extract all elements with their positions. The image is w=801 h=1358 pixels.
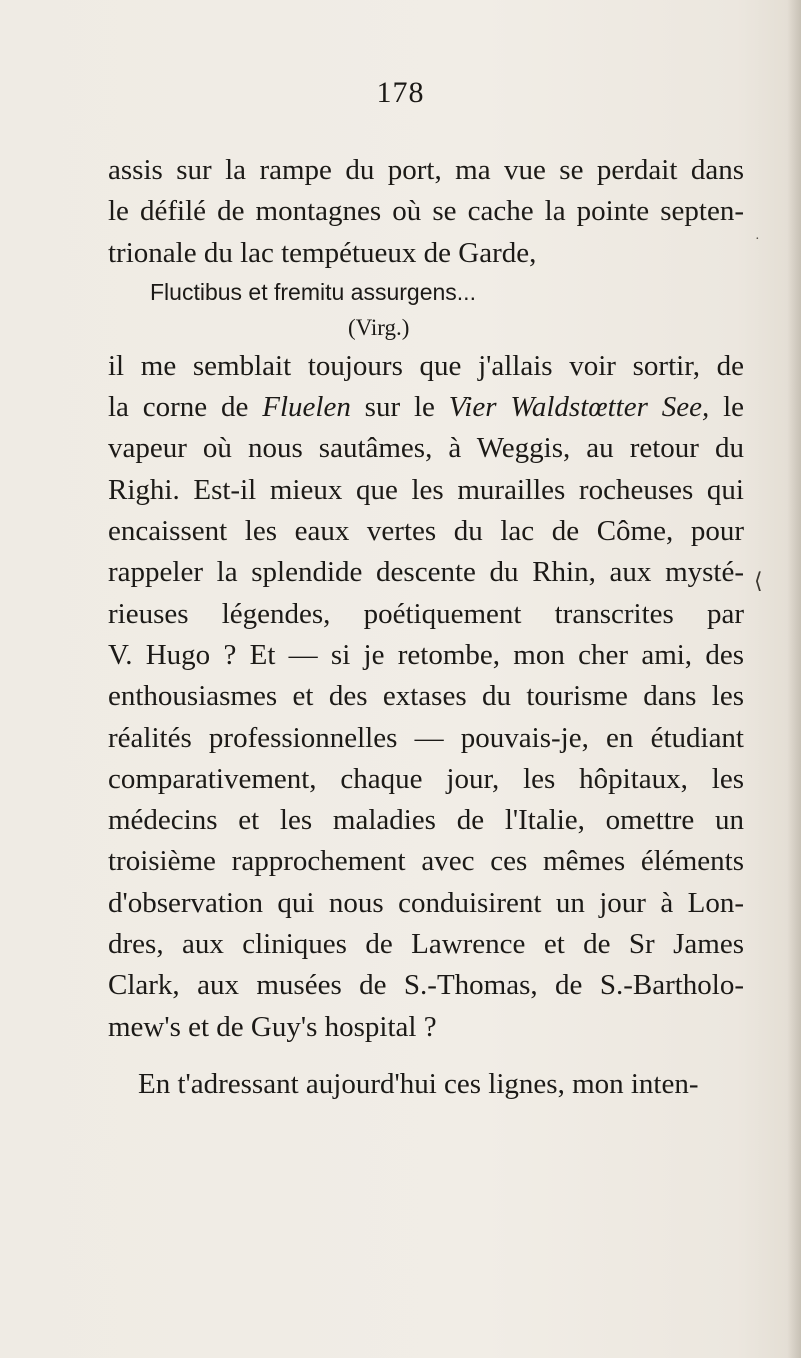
text-line: encaissent les eaux vertes du lac de Côme, pour (108, 515, 744, 548)
page-number: 178 (376, 76, 425, 109)
text-fragment: le (709, 391, 745, 424)
paragraph-gap (108, 1048, 744, 1064)
text-line: réalités professionnelles — pouvais-je, en étudiant (108, 721, 744, 754)
text-line: assis sur la rampe du port, ma vue se perdait dans (108, 154, 744, 186)
body-text (108, 150, 744, 1105)
text-line: rappeler la splendide descente du Rhin, aux mysté- (108, 556, 744, 589)
text-line: Clark, aux musées de S.-Thomas, de S.-Bartholo- (108, 969, 744, 1002)
margin-dot-mark: · (755, 232, 760, 247)
text-line: il me semblait toujours que j'allais voir sortir, de (108, 349, 744, 382)
text-line: médecins et les maladies de l'Italie, omettre un (108, 804, 744, 837)
text-fragment: sur le (350, 391, 449, 424)
text-fragment: la corne de (108, 391, 263, 424)
text-line: le défilé de montagnes où se cache la pointe septen- (108, 195, 744, 228)
text-line: rieuses légendes, poétiquement transcrites par (108, 597, 744, 630)
place-name-vierwaldstaetter: Vier Waldstœtter See, (448, 391, 710, 424)
text-line: d'observation qui nous conduisirent un jour à Lon- (108, 886, 744, 919)
latin-quote: Fluctibus et fremitu assurgens... (150, 278, 476, 305)
text-line: mew's et de Guy's hospital ? (108, 1010, 437, 1043)
text-line: trionale du lac tempétueux de Garde, (108, 236, 537, 269)
text-line-fluelen (108, 387, 744, 428)
text-line: vapeur où nous sautâmes, à Weggis, au retour du (108, 432, 744, 465)
text-line: enthousiasmes et des extases du tourisme dans les (108, 680, 744, 713)
text-line: dres, aux cliniques de Lawrence et de Sr James (108, 928, 744, 961)
place-name-fluelen: Fluelen (262, 391, 351, 424)
text-line: Righi. Est-il mieux que les murailles rocheuses qui (108, 473, 744, 506)
text-line: troisième rapprochement avec ces mêmes éléments (108, 845, 744, 878)
page-edge-shadow (787, 0, 801, 1358)
text-line: comparativement, chaque jour, les hôpitaux, les (108, 762, 744, 795)
margin-bracket-mark: ⟨ (754, 568, 763, 593)
quote-source: (Virg.) (348, 314, 410, 340)
text-line: En t'adressant aujourd'hui ces lignes, mon inten- (138, 1067, 699, 1100)
text-line: V. Hugo ? Et — si je retombe, mon cher ami, des (108, 638, 744, 671)
